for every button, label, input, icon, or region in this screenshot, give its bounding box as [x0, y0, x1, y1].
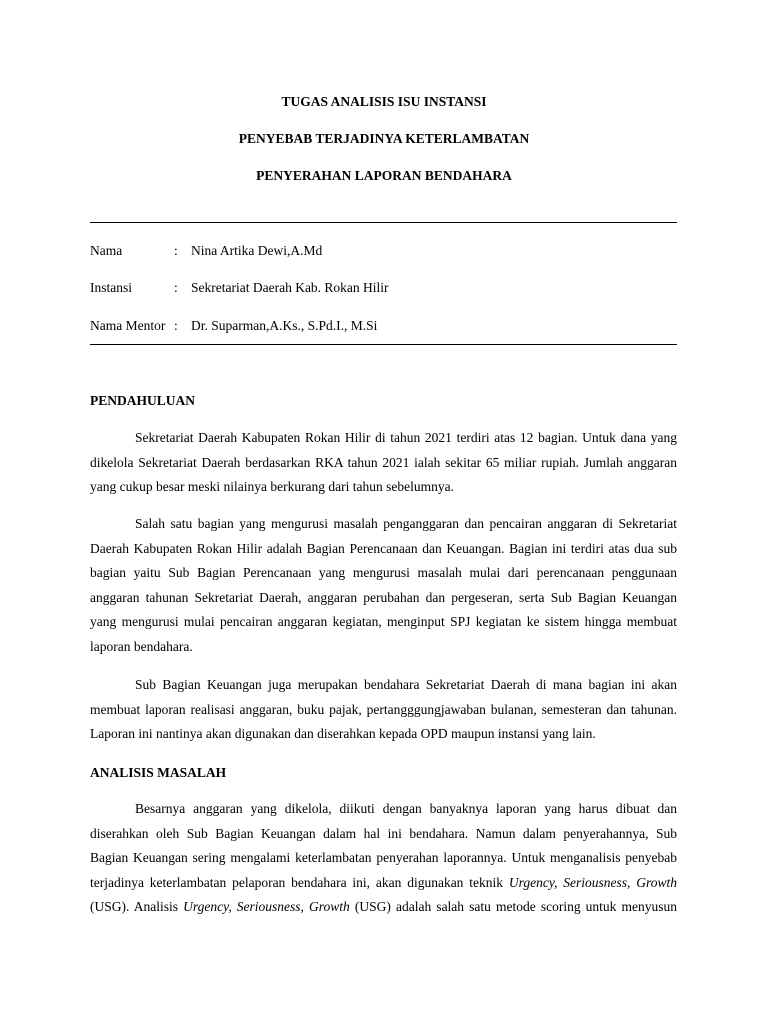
- italic-term: Urgency, Seriousness, Growth: [508, 874, 677, 890]
- bottom-divider: [90, 344, 677, 345]
- info-label: Instansi: [90, 280, 132, 295]
- document-subtitle-1: PENYEBAB TERJADINYA KETERLAMBATAN: [238, 131, 530, 146]
- paragraph-pendahuluan-2: [90, 512, 677, 659]
- paragraph-line: anggaran tahunan Sekretariat Daerah, anggaran perubahan dan pergeseran, serta Sub Bagian Keuangan: [90, 589, 677, 605]
- paragraph-line: yang mengurusi mulai pencairan anggaran kegiatan, menginput SPJ kegiatan ke sistem hingga membuat: [90, 614, 677, 629]
- info-label: Nama Mentor: [90, 318, 166, 333]
- document-subtitle-2: PENYERAHAN LAPORAN BENDAHARA: [256, 168, 512, 183]
- info-value: Dr. Suparman,A.Ks., S.Pd.I., M.Si: [191, 318, 378, 333]
- italic-term: Urgency, Seriousness, Growth: [183, 899, 350, 914]
- paragraph-line: Bagian Keuangan sering mengalami keterlambatan penyerahan laporannya. Untuk menganalisis penyebab: [90, 850, 677, 865]
- info-colon: :: [174, 280, 178, 295]
- line-text: terjadinya keterlambatan pelaporan bendahara ini, akan digunakan teknik: [90, 874, 504, 890]
- paragraph-line: [90, 895, 677, 920]
- section-heading-pendahuluan: PENDAHULUAN: [90, 393, 196, 408]
- paragraph-line: bagian yaitu Sub Bagian Perencanaan yang mengurusi masalah mulai dari perencanaan penggunaan: [90, 565, 677, 580]
- section-heading-analisis: ANALISIS MASALAH: [90, 765, 227, 780]
- paragraph-line: dikelola Sekretariat Daerah berdasarkan RKA tahun 2021 ialah sekitar 65 miliar rupiah. Jumlah anggaran: [90, 454, 677, 470]
- paragraph-line: Laporan ini nantinya akan digunakan dan diserahkan kepada OPD maupun instansi yang lain.: [90, 726, 596, 741]
- paragraph-line: [90, 871, 677, 896]
- line-text: (USG). Analisis: [90, 899, 178, 914]
- document-title: TUGAS ANALISIS ISU INSTANSI: [281, 94, 487, 109]
- paragraph-line: Besarnya anggaran yang dikelola, diikuti dengan banyaknya laporan yang harus dibuat dan: [135, 801, 677, 816]
- info-colon: :: [174, 243, 178, 258]
- info-value: Sekretariat Daerah Kab. Rokan Hilir: [191, 280, 389, 295]
- line-text: (USG) adalah salah satu metode scoring untuk menyusun: [354, 899, 678, 914]
- info-value: Nina Artika Dewi,A.Md: [191, 243, 323, 258]
- paragraph-pendahuluan-3: [90, 673, 677, 747]
- paragraph-pendahuluan-1: [90, 426, 677, 500]
- paragraph-line: Sub Bagian Keuangan juga merupakan bendahara Sekretariat Daerah di mana bagian ini akan: [135, 677, 677, 692]
- paragraph-line: yang cukup besar meski nilainya berkurang dari tahun sebelumnya.: [90, 479, 455, 494]
- info-label: Nama: [90, 243, 123, 258]
- paragraph-analisis-1: [90, 797, 677, 920]
- info-colon: :: [174, 318, 178, 333]
- paragraph-line: membuat laporan realisasi anggaran, buku pajak, pertangggungjawaban bulanan, semesteran dan tahunan.: [90, 701, 677, 717]
- paragraph-line: Daerah Kabupaten Rokan Hilir adalah Bagian Perencanaan dan Keuangan. Bagian ini terdiri atas dua sub: [90, 540, 677, 556]
- paragraph-line: diserahkan oleh Sub Bagian Keuangan dalam hal ini bendahara. Namun dalam penyerahannya, Sub: [90, 825, 677, 841]
- paragraph-line: Salah satu bagian yang mengurusi masalah penganggaran dan pencairan anggaran di Sekretariat: [135, 516, 677, 531]
- paragraph-line: Sekretariat Daerah Kabupaten Rokan Hilir di tahun 2021 terdiri atas 12 bagian. Untuk dana yang: [135, 430, 677, 445]
- top-divider: [90, 222, 677, 223]
- paragraph-line: laporan bendahara.: [90, 638, 193, 654]
